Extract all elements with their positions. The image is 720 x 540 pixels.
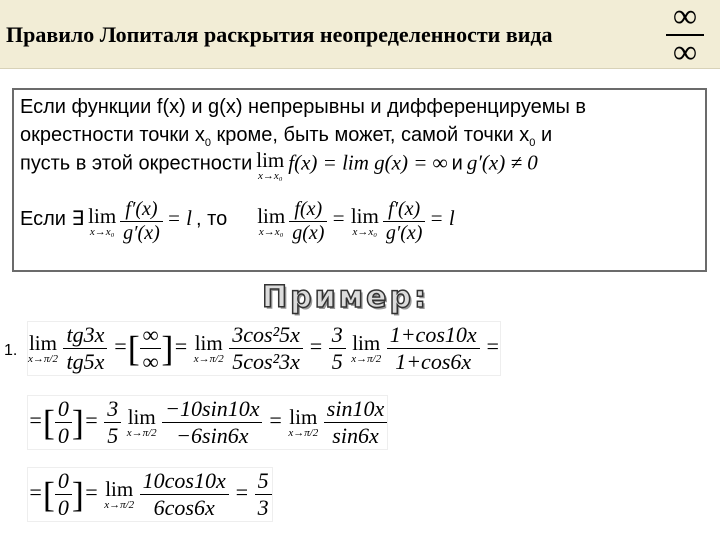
frac — [63, 322, 107, 375]
slide-title: Правило Лопиталя раскрытия неопределенности вида — [6, 22, 553, 47]
frac-den: 6cos6x — [140, 494, 229, 521]
lim-subscript: x→π/2 — [28, 353, 58, 365]
rule-fraction-prime — [120, 198, 163, 245]
frac-den: tg5x — [63, 348, 107, 375]
condition-line-3 — [20, 150, 538, 182]
frac-num: tg3x — [66, 322, 105, 347]
lim-operator: lim x→π/2 — [28, 331, 58, 365]
frac-den: g(x) — [289, 221, 327, 245]
example-row-3: =[ $\frac{0}{0}$ ]= lim x→π/2 $\frac{10\cos 10x}{6\cos 6x}$ = $\frac{5}{3}$ — [28, 468, 272, 521]
indeterminate-frac — [55, 468, 72, 521]
frac-num: 0 — [57, 468, 69, 493]
frac-den: 0 — [55, 494, 72, 521]
cond-l2-c: и — [535, 124, 553, 146]
title-bar — [0, 0, 720, 69]
rule-equals-l-2: = l — [429, 206, 455, 231]
frac-num: f(x) — [294, 198, 323, 220]
lim-operator: lim x→π/2 — [104, 477, 135, 511]
lim-operator: lim x→x₀ — [88, 203, 117, 238]
rule-fraction — [289, 198, 327, 245]
indeterminate-frac — [55, 396, 72, 449]
title-infinity-fraction — [662, 0, 708, 71]
frac-num: 3 — [331, 322, 343, 347]
coef-frac — [329, 322, 346, 375]
rule-fraction-prime-2 — [383, 198, 426, 245]
rule-line: Если ∃ lim x→x₀ $\frac{f'(x)}{g'(x)}$ = l , то lim x→x₀ $\frac{f(x)}{g(x)}$ = lim x→x₀ $\frac{f'(x)}{g'(x)}$ = l — [20, 198, 455, 244]
lim-subscript: x→x₀ — [89, 225, 115, 238]
frac-num: f′(x) — [125, 198, 158, 220]
frac-num: sin10x — [326, 396, 385, 421]
example-row-2: =[ $\frac{0}{0}$ ]= $\frac{3}{5}$ lim x→π/2 $\frac{-10\sin 10x}{-6\sin 6x}$ = lim x→π/2 $\frac{\sin 10x}{\sin 6x}$ — [28, 396, 387, 449]
frac-den: sin6x — [324, 422, 387, 449]
frac-num: −10sin10x — [165, 396, 260, 421]
lim-operator: lim x→x₀ — [257, 203, 286, 238]
lim-operator: lim x→π/2 — [126, 405, 157, 439]
cond-l2-sub0: 0 — [204, 137, 211, 149]
title-frac-num: ∞ — [672, 0, 698, 35]
lim-operator: lim x→x₀ — [350, 203, 379, 238]
frac-den: 1+cos6x — [387, 348, 480, 375]
frac-den: 0 — [55, 422, 72, 449]
frac-num: f′(x) — [388, 198, 421, 220]
cond-derivative: g′(x) ≠ 0 — [466, 150, 538, 175]
frac — [387, 322, 480, 375]
rule-then: , то — [196, 208, 228, 231]
lim-subscript: x→x₀ — [352, 225, 378, 238]
theorem-box — [12, 88, 707, 272]
lim-subscript: x→π/2 — [288, 427, 319, 439]
indeterminate-frac — [140, 322, 162, 375]
example-number: 1. — [4, 342, 18, 359]
frac — [140, 468, 229, 521]
coef-frac — [104, 396, 121, 449]
frac — [324, 396, 387, 449]
frac-den: g′(x) — [120, 221, 163, 245]
cond-lim-expression: f(x) = lim g(x) = ∞ — [288, 150, 448, 175]
condition-line-2 — [20, 124, 552, 149]
example-row-1: lim x→π/2 $\frac{tg3x}{tg5x}$ =[ ∞ ∞ ]= lim x→π/2 $\frac{\text{3cos²5x}}{\text{5cos²3x}}$ = $\frac{3}{5}$ lim x→π/2 $\frac{1+\cos 10x}{1+\cos 6x}$ = — [28, 322, 500, 374]
cond-l2-sub1: 0 — [529, 137, 536, 149]
frac-den: 3 — [255, 494, 272, 521]
lim-subscript: x→π/2 — [351, 353, 382, 365]
title-frac-den: ∞ — [672, 34, 698, 71]
frac-den: ∞ — [140, 348, 162, 375]
cond-l2-a: окрестности точки x — [20, 124, 205, 146]
lim-operator: lim x→π/2 — [351, 331, 382, 365]
lim-subscript: x→π/2 — [104, 499, 135, 511]
frac-num: 5 — [257, 468, 269, 493]
frac — [162, 396, 262, 449]
frac — [229, 322, 303, 375]
frac-den: 5 — [104, 422, 121, 449]
frac-den: 5 — [329, 348, 346, 375]
result-frac — [255, 468, 272, 521]
cond-l3-a: пусть в этой окрестности — [20, 152, 253, 175]
frac-num: 1+cos10x — [389, 322, 477, 347]
frac-num: 0 — [57, 396, 69, 421]
frac-den: −6sin6x — [162, 422, 262, 449]
lim-subscript: x→π/2 — [193, 353, 224, 365]
condition-line-1: Если функции f(x) и g(x) непрерывны и дифференцируемы в — [20, 96, 587, 118]
cond-l3-and: и — [451, 152, 463, 175]
rule-equals-l: = l — [166, 206, 193, 231]
frac-num: 3 — [107, 396, 119, 421]
frac-num: 10cos10x — [142, 468, 226, 493]
lim-operator: lim x→π/2 — [193, 331, 224, 365]
lim-subscript: x→x₀ — [257, 170, 283, 182]
lim-operator: lim x→x₀ — [256, 148, 285, 182]
frac-den: g′(x) — [383, 221, 426, 245]
cond-l2-b: кроме, быть может, самой точки x — [210, 124, 530, 146]
rule-if: Если ∃ — [20, 208, 85, 231]
lim-subscript: x→π/2 — [126, 427, 157, 439]
frac-num: 3cos²5x — [232, 322, 300, 347]
example-heading: Пример: — [262, 280, 429, 315]
lim-operator: lim x→π/2 — [288, 405, 319, 439]
frac-num: ∞ — [142, 322, 159, 347]
lim-subscript: x→x₀ — [258, 225, 284, 238]
frac-den: 5cos²3x — [229, 348, 303, 375]
